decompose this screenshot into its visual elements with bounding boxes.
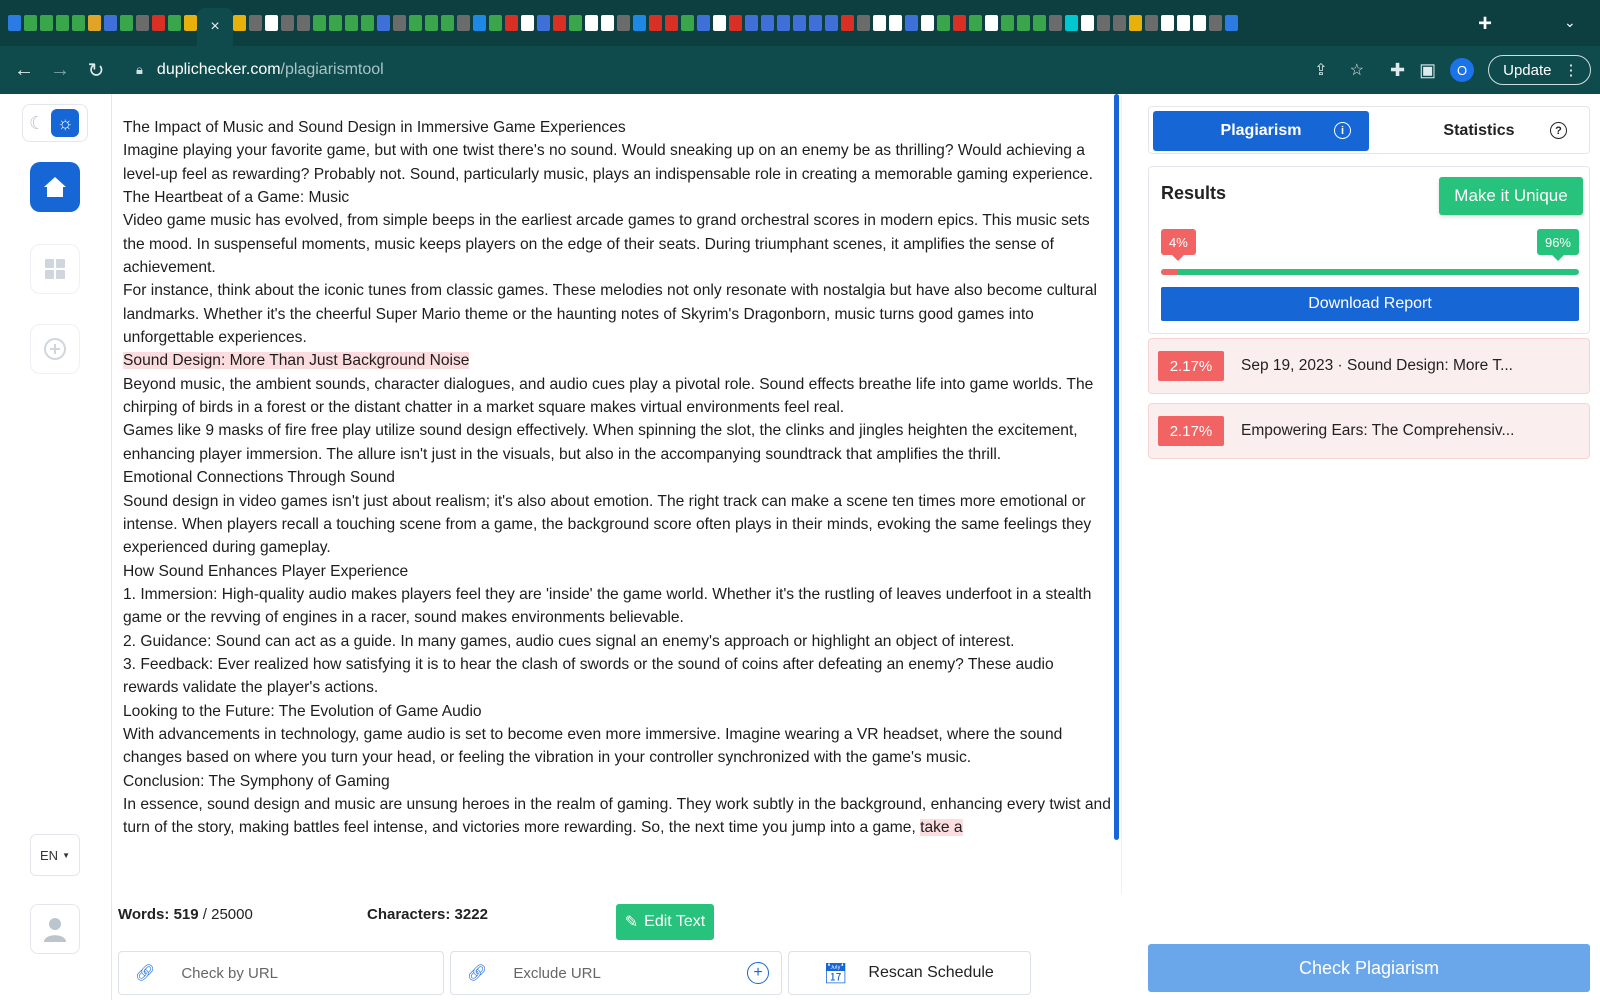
tab-favicon-icon[interactable] <box>729 15 742 31</box>
grid-icon <box>44 258 66 280</box>
editor-paragraph <box>123 490 1113 560</box>
profile-avatar[interactable]: O <box>1450 58 1474 82</box>
source-match-title: Empowering Ears: The Comprehensiv... <box>1241 422 1515 439</box>
tab-favicon-icon[interactable] <box>345 15 358 31</box>
tab-favicon-icon[interactable] <box>953 15 966 31</box>
close-tab-icon[interactable]: × <box>210 18 220 35</box>
history-icon <box>42 336 68 362</box>
tab-statistics[interactable] <box>1371 111 1587 151</box>
editor-paragraph <box>123 373 1113 420</box>
check-url-placeholder: Check by URL <box>181 964 279 982</box>
tab-favicon-icon[interactable] <box>505 15 518 31</box>
tab-favicon-icon[interactable] <box>1065 15 1078 31</box>
word-count <box>118 906 253 923</box>
language-select[interactable] <box>30 834 80 876</box>
rescan-schedule-button[interactable] <box>788 951 1031 995</box>
text-editor[interactable] <box>112 94 1122 894</box>
editor-paragraph <box>123 583 1113 630</box>
exclude-url-placeholder: Exclude URL <box>513 964 601 982</box>
editor-paragraph <box>123 349 1113 372</box>
editor-paragraph <box>123 653 1113 700</box>
source-match-percent: 2.17% <box>1158 416 1224 446</box>
tab-favicon-icon[interactable] <box>1097 15 1110 31</box>
active-tab[interactable] <box>197 8 233 46</box>
editor-text[interactable] <box>123 116 1113 840</box>
unique-percent-badge: 96% <box>1537 229 1579 255</box>
tab-favicon-icon[interactable] <box>633 15 646 31</box>
update-label: Update <box>1503 61 1552 79</box>
left-sidebar <box>0 94 112 1000</box>
tab-favicon-icon[interactable] <box>249 15 262 31</box>
edit-text-label: Edit Text <box>644 913 706 930</box>
results-title: Results <box>1161 183 1227 203</box>
paragraph-text: Sound design in video games isn't just about realism; it's also about emotion. The right track can make a scene ten times more emotional or intense. When players recall a touching scene from a game, the background score often plays in their minds, evoking the same feelings they experienced during gameplay. <box>123 492 1092 557</box>
tab-favicon-icon[interactable] <box>409 15 422 31</box>
tab-favicon-icon[interactable] <box>665 15 678 31</box>
help-icon[interactable]: ? <box>1550 122 1567 139</box>
tab-favicon-icon[interactable] <box>233 15 246 31</box>
words-limit: / 25000 <box>202 906 253 923</box>
plagiarism-progress-bar <box>1161 269 1579 275</box>
character-count: Characters: 3222 <box>367 906 488 923</box>
tab-favicon-icon[interactable] <box>873 15 886 31</box>
paragraph-text: 1. Immersion: High-quality audio makes players feel they are 'inside' the game world. Whether it's the rustling of leaves underfoot in a stealth game or the revving of engines in a racer, sound makes environments believable. <box>123 585 1092 627</box>
paragraph-text: For instance, think about the iconic tunes from classic games. These melodies not only resonate with nostalgia but have also become cultural landmarks. Whether it's the cheerful Super Mario theme or the haunting notes of Skyrim's Dragonborn, music turns good games into unforgettable experiences. <box>123 282 1097 347</box>
editor-paragraph <box>123 209 1113 279</box>
user-icon <box>43 916 67 942</box>
editor-paragraph <box>123 186 1113 209</box>
forward-arrow-icon[interactable]: → <box>50 58 70 81</box>
tab-favicon-icon[interactable] <box>793 15 806 31</box>
source-match-percent: 2.17% <box>1158 351 1224 381</box>
language-label: EN <box>40 847 59 863</box>
tab-favicon-icon[interactable] <box>857 15 870 31</box>
tab-favicon-icon[interactable] <box>297 15 310 31</box>
theme-toggle[interactable] <box>22 104 88 142</box>
tab-favicon-icon[interactable] <box>1193 15 1206 31</box>
update-button[interactable] <box>1488 55 1591 85</box>
tab-favicon-icon[interactable] <box>8 15 21 31</box>
home-icon <box>43 176 67 198</box>
editor-paragraph <box>123 630 1113 653</box>
tab-favicon-icon[interactable] <box>601 15 614 31</box>
paragraph-text: 3. Feedback: Ever realized how satisfying it is to hear the clash of swords or the sound of coins after defeating an enemy? These audio rewards validate the player's actions. <box>123 655 1054 697</box>
tab-favicon-icon[interactable] <box>168 15 181 31</box>
tab-favicon-icon[interactable] <box>457 15 470 31</box>
tab-favicon-icon[interactable] <box>713 15 726 31</box>
tab-favicon-icon[interactable] <box>88 15 101 31</box>
tab-favicon-icon[interactable] <box>937 15 950 31</box>
tab-favicon-icon[interactable] <box>184 15 197 31</box>
paragraph-text: 2. Guidance: Sound can act as a guide. In many games, audio cues signal an enemy's approach or highlight an object of interest. <box>123 632 1015 650</box>
words-label: Words: <box>118 906 170 923</box>
tab-favicon-icon[interactable] <box>745 15 758 31</box>
address-bar[interactable] <box>122 52 1378 88</box>
tab-favicon-icon[interactable] <box>1145 15 1158 31</box>
tab-favicon-icon[interactable] <box>617 15 630 31</box>
source-match-item[interactable] <box>1148 403 1590 459</box>
paragraph-text: Beyond music, the ambient sounds, character dialogues, and audio cues play a pivotal role. Sound effects breathe life into game worlds. The chirping of birds in a forest or the distant chatter in a market square makes virtual environments feel real. <box>123 375 1094 417</box>
paragraph-text: How Sound Enhances Player Experience <box>123 562 409 580</box>
tab-favicon-icon[interactable] <box>313 15 326 31</box>
paragraph-text: Video game music has evolved, from simple beeps in the earliest arcade games to grand orchestral scores in modern epics. This music sets the mood. In suspenseful moments, music keeps players on the edge of their seats. During triumphant scenes, it amplifies the sense of achievement. <box>123 212 1090 277</box>
make-it-unique-button[interactable]: Make it Unique <box>1439 177 1583 215</box>
tab-favicon-icon[interactable] <box>761 15 774 31</box>
tab-search-chevron-icon[interactable]: ⌄ <box>1564 14 1576 30</box>
tab-favicon-icon[interactable] <box>393 15 406 31</box>
source-match-title: Sep 19, 2023 · Sound Design: More T... <box>1241 357 1513 374</box>
tab-favicon-icon[interactable] <box>537 15 550 31</box>
extensions-puzzle-icon[interactable]: ✚ <box>1390 59 1406 80</box>
bookmark-star-icon[interactable]: ☆ <box>1349 62 1364 79</box>
reload-icon[interactable]: ↻ <box>87 59 105 82</box>
tab-favicon-icon[interactable] <box>1081 15 1094 31</box>
tab-plagiarism-label: Plagiarism <box>1220 122 1302 139</box>
plagiarism-percent-badge: 4% <box>1161 229 1196 255</box>
tab-plagiarism[interactable] <box>1153 111 1369 151</box>
tab-favicon-icon[interactable] <box>361 15 374 31</box>
tab-favicon-icon[interactable] <box>24 15 37 31</box>
paragraph-text: Conclusion: The Symphony of Gaming <box>123 772 390 790</box>
editor-paragraph <box>123 700 1113 723</box>
dashboard-button[interactable] <box>30 244 80 294</box>
tab-favicon-icon[interactable] <box>585 15 598 31</box>
tab-favicon-icon[interactable] <box>281 15 294 31</box>
side-panel-icon[interactable]: ▣ <box>1419 59 1437 80</box>
tab-favicon-icon[interactable] <box>72 15 85 31</box>
tab-favicon-icon[interactable] <box>985 15 998 31</box>
tab-favicon-icon[interactable] <box>521 15 534 31</box>
editor-scrollbar[interactable] <box>1114 94 1119 840</box>
tab-favicon-icon[interactable] <box>889 15 902 31</box>
editor-paragraph <box>123 279 1113 349</box>
source-match-item[interactable] <box>1148 338 1590 394</box>
tab-favicon-icon[interactable] <box>56 15 69 31</box>
url-path: /plagiarismtool <box>280 61 384 78</box>
tab-favicon-icon[interactable] <box>553 15 566 31</box>
editor-paragraph <box>123 466 1113 489</box>
link-icon: 🔗︎ <box>135 965 156 982</box>
tab-favicons-left <box>8 15 197 31</box>
edit-pencil-icon: ✎ <box>624 914 639 931</box>
editor-paragraph <box>123 419 1113 466</box>
calendar-icon: 📅︎ <box>823 962 849 985</box>
tab-favicon-icon[interactable] <box>489 15 502 31</box>
check-plagiarism-button[interactable]: Check Plagiarism <box>1148 944 1590 992</box>
lock-icon: 🔒︎ <box>136 62 143 77</box>
paragraph-text: The Impact of Music and Sound Design in Immersive Game Experiences <box>123 119 626 136</box>
tab-favicon-icon[interactable] <box>40 15 53 31</box>
new-tab-icon[interactable]: + <box>1478 10 1493 37</box>
rescan-label: Rescan Schedule <box>868 964 994 981</box>
sun-icon[interactable]: ☼ <box>51 109 79 137</box>
tab-favicon-icon[interactable] <box>809 15 822 31</box>
tab-favicon-icon[interactable] <box>777 15 790 31</box>
plagiarism-progress-fill <box>1161 269 1178 275</box>
tab-favicon-icon[interactable] <box>473 15 486 31</box>
paragraph-text: Looking to the Future: The Evolution of Game Audio <box>123 702 482 720</box>
paragraph-text: In essence, sound design and music are unsung heroes in the realm of gaming. They work subtly in the background, enhancing every twist and turn of the story, making battles feel intense, and victories more rewarding. So, the next time you jump into a game, <box>123 795 1111 837</box>
tab-favicon-icon[interactable] <box>1033 15 1046 31</box>
tab-favicon-icon[interactable] <box>377 15 390 31</box>
download-report-button[interactable]: Download Report <box>1161 287 1579 321</box>
editor-paragraph <box>123 116 1113 139</box>
exclude-url-field[interactable] <box>450 951 782 995</box>
highlighted-match: take a <box>920 819 963 837</box>
tab-favicon-icon[interactable] <box>825 15 838 31</box>
editor-paragraph <box>123 139 1113 186</box>
tab-favicon-icon[interactable] <box>1001 15 1014 31</box>
back-arrow-icon[interactable]: ← <box>14 58 34 81</box>
tab-favicon-icon[interactable] <box>921 15 934 31</box>
tab-favicon-icon[interactable] <box>120 15 133 31</box>
info-icon[interactable]: i <box>1334 122 1351 139</box>
history-button[interactable] <box>30 324 80 374</box>
paragraph-text: Imagine playing your favorite game, but with one twist there's no sound. Would sneaking up on an enemy be as thrilling? Would achieving a level-up feel as rewarding? Probably not. Sound, particularly music, plays an indispensable role in creating a memorable gaming experience. <box>123 142 1093 183</box>
tab-favicon-icon[interactable] <box>1209 15 1222 31</box>
results-card <box>1148 166 1590 334</box>
share-icon[interactable]: ⇪ <box>1314 62 1328 79</box>
add-circle-icon[interactable]: + <box>747 962 769 984</box>
tab-favicon-icon[interactable] <box>104 15 117 31</box>
kebab-menu-icon: ⋮ <box>1563 62 1579 79</box>
tab-favicon-icon[interactable] <box>265 15 278 31</box>
result-tabs <box>1148 106 1590 154</box>
tab-favicon-icon[interactable] <box>905 15 918 31</box>
tab-favicon-icon[interactable] <box>136 15 149 31</box>
editor-paragraph <box>123 770 1113 793</box>
words-count: 519 <box>173 906 199 923</box>
tab-favicon-icon[interactable] <box>152 15 165 31</box>
tab-favicon-icon[interactable] <box>1049 15 1062 31</box>
tab-favicon-icon[interactable] <box>569 15 582 31</box>
paragraph-text: With advancements in technology, game audio is set to become even more immersive. Imagine wearing a VR headset, where the sound changes based on where you turn your head, or feeling the vibration in your controller synchronized with the game's music. <box>123 725 1063 767</box>
url-domain: duplichecker.com <box>156 61 281 78</box>
tab-favicon-icon[interactable] <box>425 15 438 31</box>
tab-favicon-icon[interactable] <box>441 15 454 31</box>
moon-icon[interactable]: ☾ <box>29 112 46 133</box>
tab-favicon-icon[interactable] <box>969 15 982 31</box>
edit-text-button[interactable] <box>616 904 714 940</box>
paragraph-text: Emotional Connections Through Sound <box>123 469 395 487</box>
tab-favicons-right <box>233 15 1238 31</box>
editor-paragraph <box>123 723 1113 770</box>
tab-favicon-icon[interactable] <box>1161 15 1174 31</box>
caret-down-icon: ▼ <box>62 850 70 860</box>
paragraph-text: Sound Design: More Than Just Background Noise <box>123 352 470 370</box>
paragraph-text: Games like 9 masks of fire free play utilize sound design effectively. When spinning the slot, the clinks and jingles heighten the excitement, enhancing player immersion. The allure isn't just in the visuals, but also in the accompanying soundtrack that amplifies the thrill. <box>123 422 1078 463</box>
tab-favicon-icon[interactable] <box>649 15 662 31</box>
link-icon: 🔗︎ <box>467 965 488 982</box>
tab-statistics-label: Statistics <box>1443 122 1515 139</box>
tab-favicon-icon[interactable] <box>1113 15 1126 31</box>
browser-toolbar <box>0 46 1600 94</box>
tab-favicon-icon[interactable] <box>681 15 694 31</box>
user-account-button[interactable] <box>30 904 80 954</box>
tab-favicon-icon[interactable] <box>1129 15 1142 31</box>
tab-favicon-icon[interactable] <box>841 15 854 31</box>
paragraph-text: The Heartbeat of a Game: Music <box>123 189 350 207</box>
editor-paragraph <box>123 793 1113 840</box>
editor-paragraph <box>123 560 1113 583</box>
home-button[interactable] <box>30 162 80 212</box>
check-by-url-field[interactable] <box>118 951 444 995</box>
tab-favicon-icon[interactable] <box>1177 15 1190 31</box>
tab-favicon-icon[interactable] <box>329 15 342 31</box>
tab-favicon-icon[interactable] <box>1225 15 1238 31</box>
tab-favicon-icon[interactable] <box>1017 15 1030 31</box>
browser-tab-strip <box>0 0 1600 46</box>
tab-favicon-icon[interactable] <box>697 15 710 31</box>
